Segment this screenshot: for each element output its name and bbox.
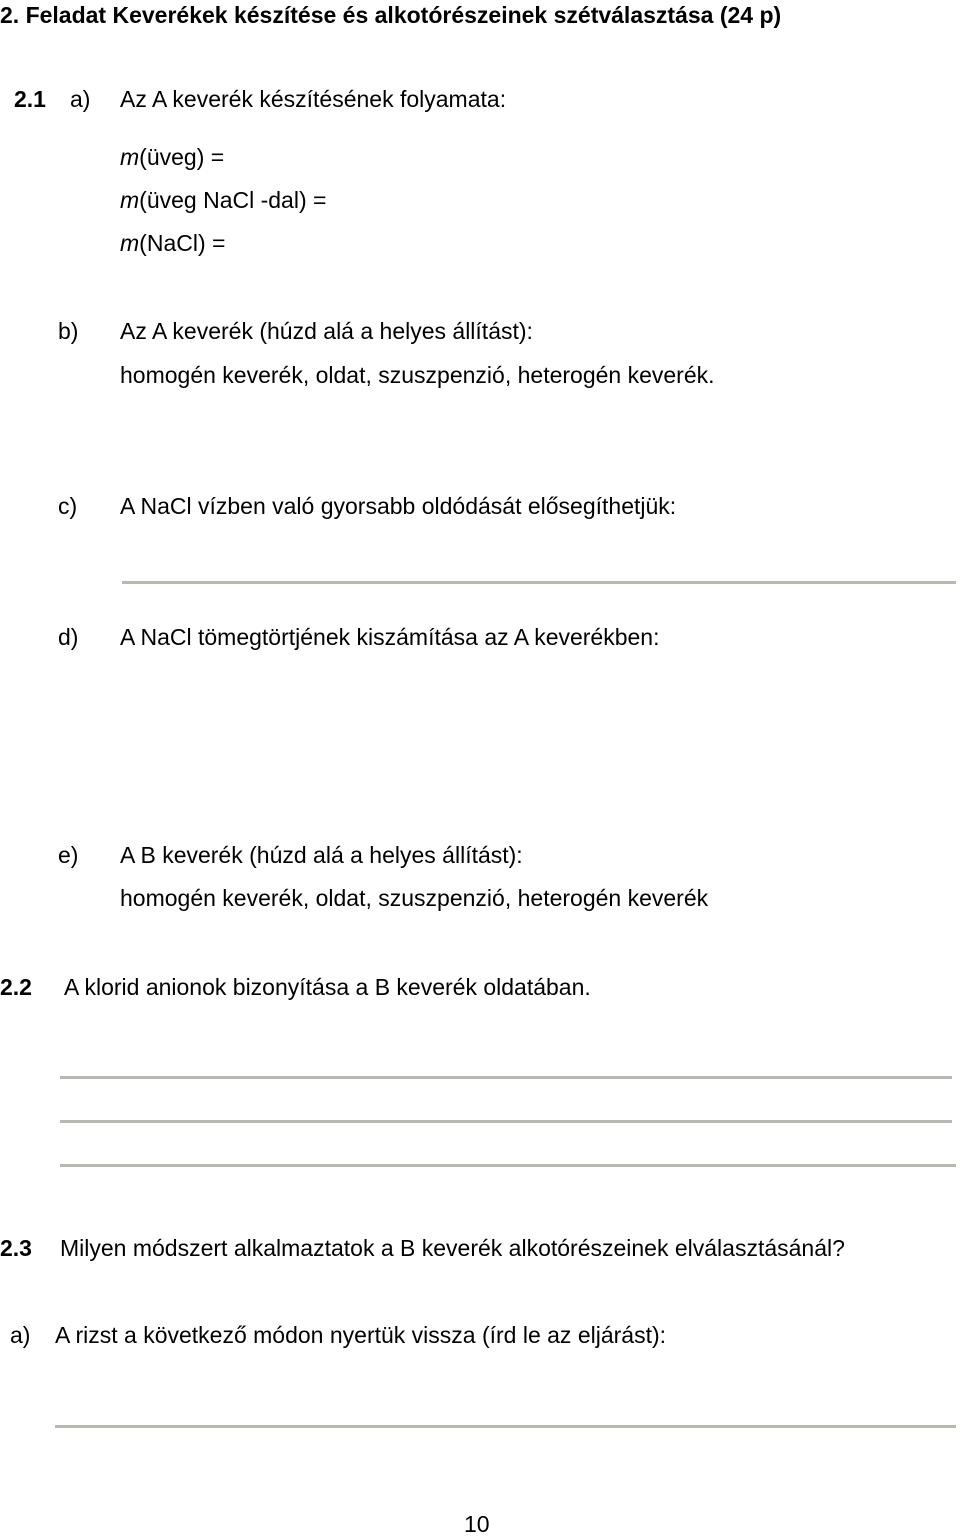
item-a-text: Az A keverék készítésének folyamata: bbox=[120, 86, 507, 112]
answer-line[interactable] bbox=[60, 1076, 952, 1079]
page-heading: 2. Feladat Keverékek készítése és alkotórészeinek szétválasztása (24 p) bbox=[0, 2, 782, 28]
answer-line[interactable] bbox=[122, 581, 956, 584]
section-number-2-1: 2.1 bbox=[14, 86, 46, 112]
item-b-options[interactable]: homogén keverék, oldat, szuszpenzió, heterogén keverék. bbox=[120, 362, 715, 388]
section-2-3-text: Milyen módszert alkalmaztatok a B keverék alkotórészeinek elválasztásánál? bbox=[60, 1235, 845, 1261]
item-marker-c: c) bbox=[58, 493, 78, 519]
item-c-text: A NaCl vízben való gyorsabb oldódását elősegíthetjük: bbox=[120, 493, 677, 519]
mass-symbol: m bbox=[120, 144, 140, 170]
item-e-options[interactable]: homogén keverék, oldat, szuszpenzió, heterogén keverék bbox=[120, 885, 709, 911]
item-2-3-a-text: A rizst a következő módon nyertük vissza (írd le az eljárást): bbox=[55, 1322, 667, 1348]
mass-line-label: (üveg NaCl -dal) = bbox=[139, 187, 327, 213]
item-marker-e: e) bbox=[58, 842, 79, 868]
section-2-2-text: A klorid anionok bizonyítása a B keverék oldatában. bbox=[64, 974, 591, 1000]
mass-line-label: (üveg) = bbox=[139, 144, 225, 170]
answer-line[interactable] bbox=[55, 1425, 956, 1428]
section-number-2-3: 2.3 bbox=[0, 1235, 32, 1261]
mass-symbol: m bbox=[120, 230, 140, 256]
item-marker-2-3-a: a) bbox=[10, 1322, 31, 1348]
mass-line-glass bbox=[120, 146, 224, 169]
item-marker-b: b) bbox=[58, 318, 79, 344]
mass-line-nacl bbox=[120, 232, 225, 255]
page-number: 10 bbox=[464, 1511, 490, 1537]
item-e-text: A B keverék (húzd alá a helyes állítást): bbox=[120, 842, 523, 868]
answer-line[interactable] bbox=[60, 1164, 956, 1167]
item-d-text: A NaCl tömegtörtjének kiszámítása az A keverékben: bbox=[120, 624, 660, 650]
item-b-text: Az A keverék (húzd alá a helyes állítást): bbox=[120, 318, 533, 344]
mass-line-glass-nacl bbox=[120, 189, 326, 212]
item-marker-a: a) bbox=[70, 86, 91, 112]
answer-line[interactable] bbox=[60, 1120, 952, 1123]
item-marker-d: d) bbox=[58, 624, 79, 650]
section-number-2-2: 2.2 bbox=[0, 974, 32, 1000]
mass-symbol: m bbox=[120, 187, 140, 213]
mass-line-label: (NaCl) = bbox=[139, 230, 226, 256]
